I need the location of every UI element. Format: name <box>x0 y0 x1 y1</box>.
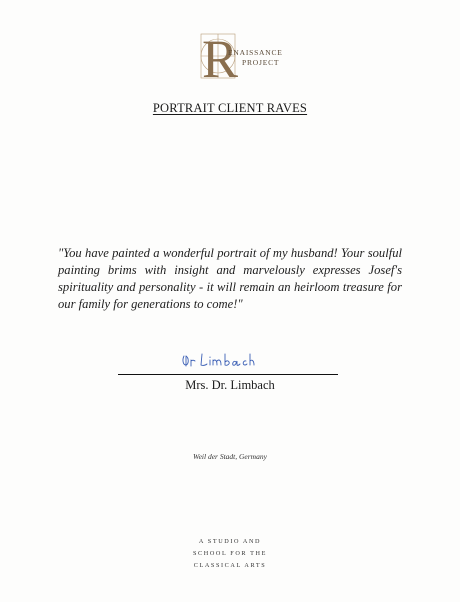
logo-line-2: PROJECT <box>242 58 280 67</box>
footer-line-1: A STUDIO AND <box>198 538 262 545</box>
footer-line-3: CLASSICAL ARTS <box>193 562 267 569</box>
renaissance-project-logo <box>200 30 300 86</box>
page-title-text: PORTRAIT CLIENT RAVES <box>152 101 308 115</box>
handwritten-signature <box>180 350 280 372</box>
signature-line <box>118 374 338 375</box>
testimonial-quote: "You have painted a wonderful portrait of my husband! Your soulful painting brims with insight and marvelously expresses Josef's spirituality and personality - it will remain an heirloom treasure for our family for generations to come!" <box>58 245 402 311</box>
footer-line-2: SCHOOL FOR THE <box>193 550 267 557</box>
logo-line-1: ENAISSANCE <box>228 48 283 57</box>
signatory-location: Weil der Stadt, Germany <box>193 452 267 461</box>
svg-text:R: R <box>202 30 239 84</box>
logo-wordmark <box>228 48 283 68</box>
page-title <box>0 101 460 116</box>
signatory-name: Mrs. Dr. Limbach <box>185 378 275 392</box>
footer-tagline <box>0 536 460 572</box>
